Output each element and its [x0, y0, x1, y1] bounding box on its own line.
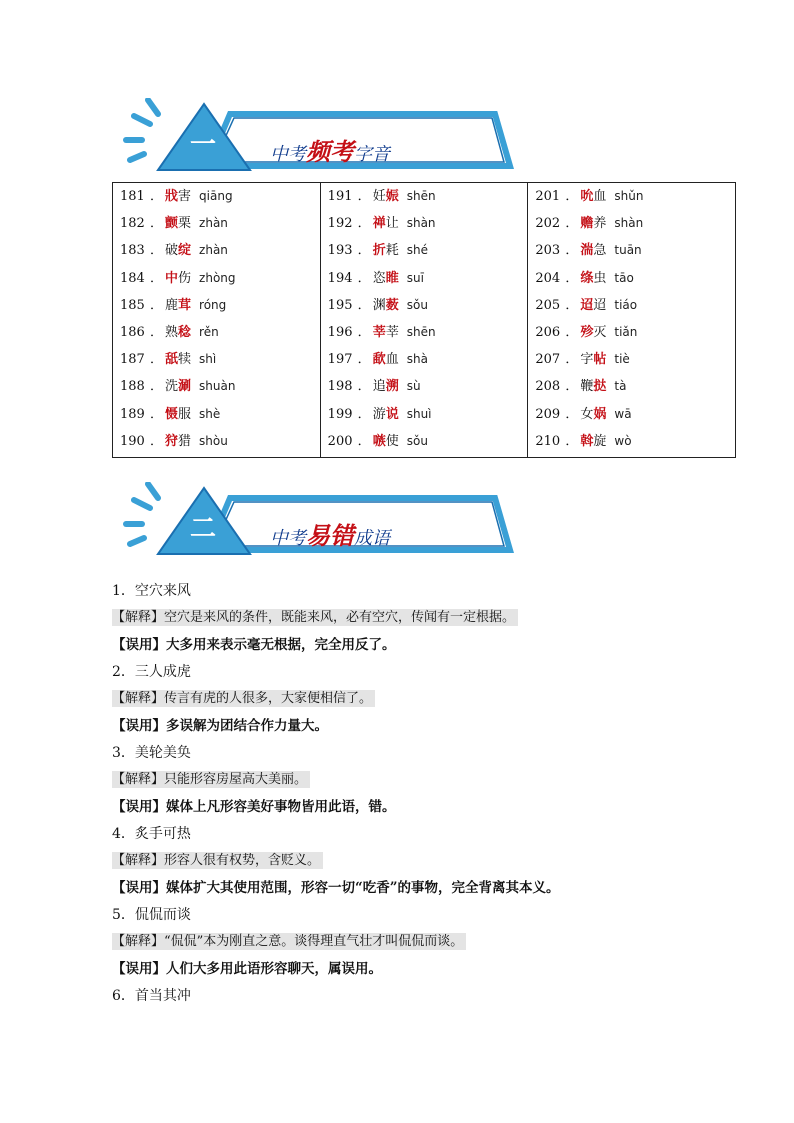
highlight-char: 茸 — [178, 297, 192, 313]
word-part: 栗 — [178, 216, 192, 232]
table-row — [535, 430, 735, 457]
title-part: 中考 — [270, 144, 306, 165]
word-part: 让 — [385, 216, 399, 232]
idiom-misuse — [112, 877, 732, 904]
item-number: 206 — [535, 324, 561, 340]
item-dot: ． — [357, 189, 371, 204]
table-row — [535, 403, 735, 430]
pinyin: shàn — [614, 216, 644, 231]
table-column — [321, 183, 529, 457]
explanation-label: 【解释】 — [112, 853, 165, 868]
misuse-text: 媒体上凡形容美好事物皆用此语，错。 — [166, 799, 396, 815]
item-number: 185 — [120, 297, 145, 313]
word-part: 血 — [593, 189, 607, 204]
misuse-label: 【误用】 — [112, 718, 166, 734]
pinyin: tuān — [614, 243, 642, 258]
pinyin: shēn — [406, 189, 436, 203]
highlight-char: 慑 — [165, 406, 179, 422]
highlight-char: 娠 — [385, 189, 399, 204]
item-dot: ． — [357, 352, 371, 368]
explanation-box — [112, 609, 518, 626]
misuse-text: 人们大多用此语形容聊天，属误用。 — [166, 961, 382, 977]
word-part: 伤 — [178, 270, 192, 286]
table-row — [120, 239, 320, 266]
pinyin: wā — [614, 406, 632, 421]
explanation-text: 空穴是来风的条件，既能来风，必有空穴，传闻有一定根据。 — [164, 610, 516, 625]
item-number: 201 — [535, 189, 561, 204]
table-column — [528, 183, 735, 457]
word-part: 洗 — [165, 379, 179, 395]
highlight-char: 斡 — [580, 433, 594, 449]
pinyin: tà — [614, 379, 627, 394]
pinyin: shé — [406, 243, 428, 258]
item-number: 184 — [120, 270, 145, 286]
misuse-label: 【误用】 — [112, 637, 166, 653]
item-dot: ． — [150, 243, 164, 259]
idiom-explanation — [112, 607, 732, 634]
pinyin: tiǎn — [614, 324, 638, 339]
item-number: 196 — [327, 324, 353, 340]
word-part: 急 — [593, 243, 607, 259]
highlight-char: 颤 — [165, 216, 179, 232]
pinyin: shēn — [406, 324, 436, 339]
item-dot: ． — [357, 216, 371, 232]
table-row — [535, 185, 735, 212]
item-dot: ． — [565, 189, 579, 204]
explanation-label: 【解释】 — [112, 610, 165, 625]
title-part: 中考 — [270, 528, 306, 549]
item-number: 192 — [327, 216, 353, 232]
pinyin: shàn — [406, 216, 436, 231]
item-dot: ． — [565, 406, 579, 422]
idiom-title: 1．空穴来风 — [112, 583, 191, 599]
highlight-char: 薮 — [385, 297, 399, 313]
highlight-char: 稔 — [178, 324, 192, 340]
item-dot: ． — [150, 433, 164, 449]
item-dot: ． — [357, 324, 371, 340]
table-row — [120, 403, 320, 430]
item-number: 188 — [120, 379, 145, 395]
table-row — [120, 267, 320, 294]
idiom-title: 6．首当其冲 — [112, 988, 191, 1004]
misuse-label: 【误用】 — [112, 961, 166, 977]
highlight-char: 折 — [372, 243, 386, 259]
word-part: 恣 — [372, 270, 386, 286]
word-part: 熟 — [165, 324, 179, 340]
idiom-title: 3．美轮美奂 — [112, 745, 191, 761]
word-part: 害 — [178, 189, 192, 204]
idiom-misuse — [112, 796, 732, 823]
misuse-label: 【误用】 — [112, 799, 166, 815]
highlight-char: 睢 — [385, 270, 399, 286]
word-part: 鞭 — [580, 379, 594, 395]
table-row — [535, 212, 735, 239]
highlight-char: 中 — [165, 270, 179, 286]
section-number: 一 — [189, 130, 216, 160]
item-dot: ． — [565, 433, 579, 449]
pinyin: sǒu — [406, 297, 428, 312]
section-title — [270, 516, 390, 551]
highlight-char: 绦 — [580, 270, 594, 286]
table-row — [535, 321, 735, 348]
pinyin: shì — [199, 352, 217, 367]
explanation-text: 形容人很有权势，含贬义。 — [164, 853, 321, 868]
word-part: 灭 — [593, 324, 607, 340]
highlight-char: 绽 — [178, 243, 192, 259]
highlight-char: 嗾 — [372, 433, 386, 449]
table-row — [535, 239, 735, 266]
word-part: 养 — [593, 216, 607, 232]
pinyin: shuàn — [199, 379, 236, 394]
item-number: 208 — [535, 379, 561, 395]
item-dot: ． — [565, 297, 579, 313]
item-dot: ． — [565, 352, 579, 368]
idiom-misuse — [112, 634, 732, 661]
word-part: 旋 — [593, 433, 607, 449]
item-number: 181 — [120, 189, 145, 204]
table-row — [328, 403, 528, 430]
word-part: 猎 — [178, 433, 192, 449]
word-part: 使 — [385, 433, 399, 449]
highlight-char: 舐 — [165, 352, 179, 368]
pinyin: shà — [406, 352, 428, 367]
item-number: 202 — [535, 216, 561, 232]
pinyin: tiè — [614, 352, 630, 367]
table-row — [120, 185, 320, 212]
item-number: 203 — [535, 243, 561, 259]
highlight-char: 戕 — [165, 189, 179, 204]
section-number: 二 — [189, 514, 216, 544]
word-part: 服 — [178, 406, 192, 422]
highlight-char: 挞 — [593, 379, 607, 395]
item-dot: ． — [150, 297, 164, 313]
item-dot: ． — [357, 379, 371, 395]
item-number: 207 — [535, 352, 561, 368]
table-row — [328, 212, 528, 239]
word-part: 血 — [385, 352, 399, 368]
item-number: 198 — [327, 379, 353, 395]
misuse-label: 【误用】 — [112, 880, 166, 896]
highlight-char: 涮 — [178, 379, 192, 395]
table-row — [535, 294, 735, 321]
idiom-explanation — [112, 688, 732, 715]
word-part: 女 — [580, 406, 594, 422]
pinyin: zhòng — [199, 270, 236, 285]
misuse-text: 大多用来表示毫无根据，完全用反了。 — [166, 637, 396, 653]
word-part: 破 — [165, 243, 179, 259]
item-dot: ． — [565, 243, 579, 259]
table-row — [120, 375, 320, 402]
highlight-char: 说 — [385, 406, 399, 422]
section-title — [270, 132, 390, 167]
explanation-label: 【解释】 — [112, 691, 165, 706]
item-number: 205 — [535, 297, 561, 313]
item-dot: ． — [150, 270, 164, 286]
explanation-box — [112, 933, 466, 950]
idiom-explanation — [112, 850, 732, 877]
table-row — [535, 375, 735, 402]
table-row — [328, 348, 528, 375]
item-dot: ． — [357, 406, 371, 422]
pinyin: sù — [406, 379, 421, 394]
explanation-box — [112, 771, 310, 788]
item-number: 194 — [327, 270, 353, 286]
table-row — [328, 375, 528, 402]
table-row — [120, 430, 320, 457]
highlight-char: 帖 — [593, 352, 607, 368]
table-row — [120, 321, 320, 348]
section-banner-1 — [120, 98, 520, 180]
table-row — [328, 430, 528, 457]
idiom-list — [112, 580, 732, 1012]
word-part: 妊 — [372, 189, 386, 204]
table-row — [120, 348, 320, 375]
highlight-char: 娲 — [593, 406, 607, 422]
pinyin: wò — [614, 433, 632, 448]
idiom-misuse — [112, 715, 732, 742]
title-part: 频 — [306, 137, 330, 166]
item-dot: ． — [565, 379, 579, 395]
item-dot: ． — [150, 189, 164, 204]
item-dot: ． — [150, 216, 164, 232]
highlight-char: 歃 — [372, 352, 386, 368]
explanation-text: 传言有虎的人很多，大家便相信了。 — [164, 691, 373, 706]
item-dot: ． — [357, 243, 371, 259]
misuse-text: 多误解为团结合作力量大。 — [166, 718, 328, 734]
item-number: 204 — [535, 270, 561, 286]
item-dot: ． — [150, 406, 164, 422]
idiom-title: 5．侃侃而谈 — [112, 907, 191, 923]
pinyin: róng — [199, 297, 227, 312]
item-dot: ． — [357, 297, 371, 313]
highlight-char: 吮 — [580, 189, 594, 204]
highlight-char: 禅 — [372, 216, 386, 232]
misuse-text: 媒体扩大其使用范围，形容一切“吃香”的事物，完全背离其本义。 — [166, 880, 560, 896]
pinyin: shè — [199, 406, 221, 421]
explanation-text: “侃侃”本为刚直之意。谈得理直气壮才叫侃侃而谈。 — [164, 934, 464, 949]
item-number: 191 — [327, 189, 353, 204]
item-number: 183 — [120, 243, 145, 259]
item-dot: ． — [357, 433, 371, 449]
pinyin: suī — [406, 270, 424, 285]
pinyin: tāo — [614, 270, 634, 285]
pinyin: zhàn — [199, 216, 228, 231]
item-number: 182 — [120, 216, 145, 232]
item-number: 190 — [120, 433, 145, 449]
title-part: 考 — [330, 137, 354, 166]
title-part: 易 — [306, 521, 330, 550]
idiom-title: 2．三人成虎 — [112, 664, 191, 680]
item-number: 189 — [120, 406, 145, 422]
pinyin: rěn — [199, 324, 219, 339]
table-row — [328, 239, 528, 266]
word-part: 追 — [372, 379, 386, 395]
item-number: 195 — [327, 297, 353, 313]
highlight-char: 溯 — [385, 379, 399, 395]
title-part: 字音 — [354, 144, 390, 165]
word-part: 虫 — [593, 270, 607, 286]
explanation-label: 【解释】 — [112, 934, 165, 949]
word-part: 耗 — [385, 243, 399, 259]
explanation-box — [112, 852, 323, 869]
word-part: 迢 — [593, 297, 607, 313]
item-dot: ． — [150, 324, 164, 340]
table-row — [328, 267, 528, 294]
highlight-char: 莘 — [372, 324, 386, 340]
table-row — [328, 321, 528, 348]
pinyin: zhàn — [199, 243, 228, 258]
highlight-char: 狩 — [165, 433, 179, 449]
highlight-char: 殄 — [580, 324, 594, 340]
explanation-text: 只能形容房屋高大美丽。 — [164, 772, 308, 787]
item-number: 209 — [535, 406, 561, 422]
section-banner-2 — [120, 482, 520, 564]
table-row — [120, 212, 320, 239]
item-dot: ． — [150, 379, 164, 395]
item-dot: ． — [565, 324, 579, 340]
item-number: 193 — [327, 243, 353, 259]
item-number: 199 — [327, 406, 353, 422]
table-row — [535, 348, 735, 375]
table-column — [113, 183, 321, 457]
table-row — [535, 267, 735, 294]
highlight-char: 湍 — [580, 243, 594, 259]
idiom-explanation — [112, 931, 732, 958]
title-part: 成语 — [354, 528, 390, 549]
table-row — [328, 294, 528, 321]
word-part: 游 — [372, 406, 386, 422]
pinyin: qiāng — [199, 189, 233, 203]
word-part: 渊 — [372, 297, 386, 313]
explanation-label: 【解释】 — [112, 772, 165, 787]
table-row — [328, 185, 528, 212]
idiom-explanation — [112, 769, 732, 796]
pronunciation-table — [112, 182, 736, 458]
item-number: 186 — [120, 324, 145, 340]
pinyin: shuì — [406, 406, 432, 421]
item-number: 210 — [535, 433, 561, 449]
pinyin: sǒu — [406, 433, 428, 448]
table-row — [120, 294, 320, 321]
idiom-title: 4．炙手可热 — [112, 826, 191, 842]
pinyin: shǔn — [614, 189, 644, 203]
item-number: 200 — [327, 433, 353, 449]
word-part: 鹿 — [165, 297, 179, 313]
pinyin: tiáo — [614, 297, 638, 312]
item-dot: ． — [357, 270, 371, 286]
explanation-box — [112, 690, 375, 707]
item-number: 187 — [120, 352, 145, 368]
word-part: 犊 — [178, 352, 192, 368]
idiom-misuse — [112, 958, 732, 985]
item-dot: ． — [565, 216, 579, 232]
item-dot: ． — [565, 270, 579, 286]
pinyin: shòu — [199, 433, 228, 448]
item-dot: ． — [150, 352, 164, 368]
word-part: 莘 — [385, 324, 399, 340]
title-part: 错 — [330, 521, 354, 550]
highlight-char: 赡 — [580, 216, 594, 232]
highlight-char: 迢 — [580, 297, 594, 313]
item-number: 197 — [327, 352, 353, 368]
word-part: 字 — [580, 352, 594, 368]
